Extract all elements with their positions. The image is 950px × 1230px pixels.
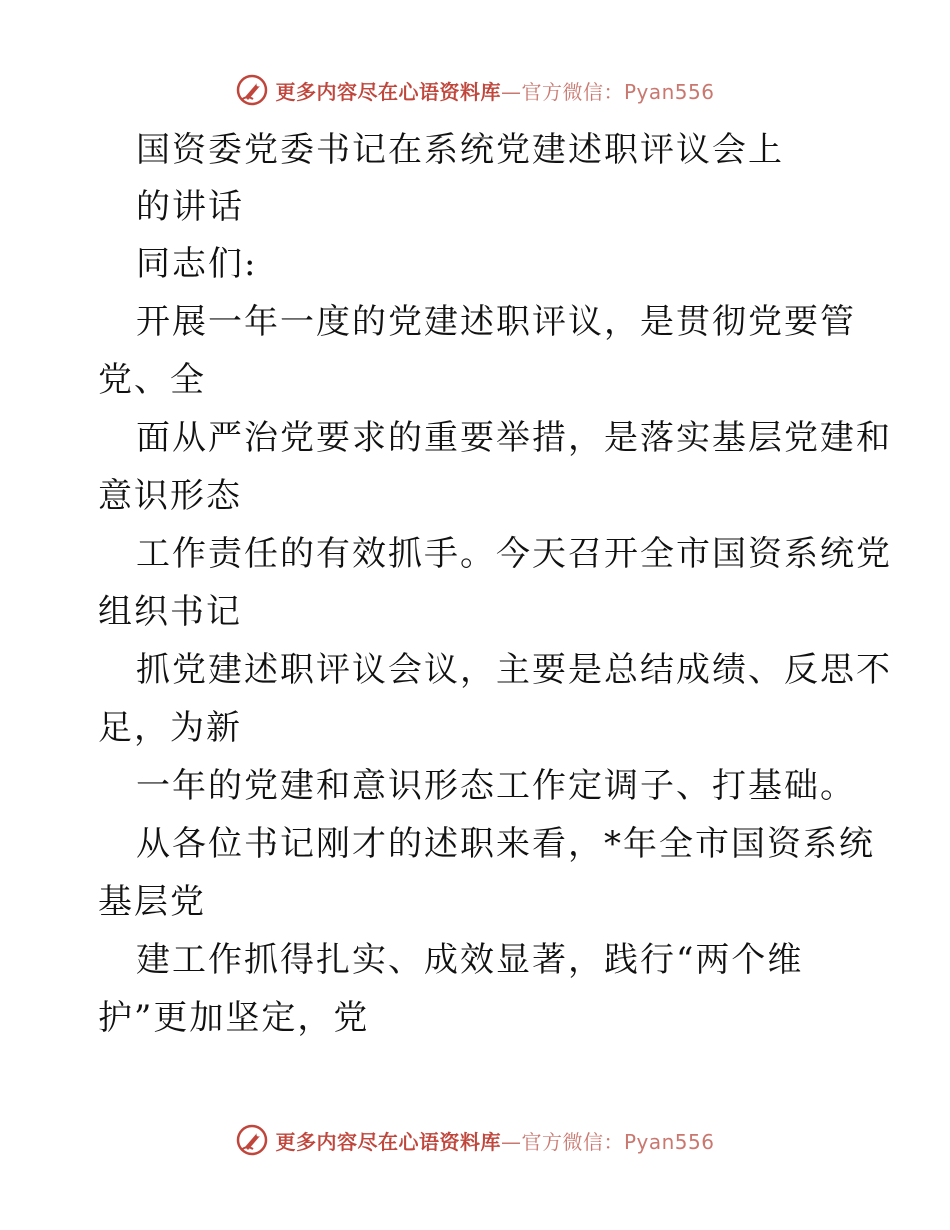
doc-paragraph-line: 护”更加坚定，党 xyxy=(98,998,370,1038)
watermark-prefix: 更多内容尽在心语资料库 xyxy=(275,79,501,104)
doc-paragraph-line: 面从严治党要求的重要举措，是落实基层党建和 xyxy=(136,418,892,458)
doc-paragraph-line: 开展一年一度的党建述职评议，是贯彻党要管 xyxy=(136,302,856,342)
doc-paragraph-line: 工作责任的有效抓手。今天召开全市国资系统党 xyxy=(136,534,892,574)
doc-salutation: 同志们: xyxy=(136,244,258,284)
doc-title-line-2: 的讲话 xyxy=(136,187,244,227)
pen-nib-seal-icon xyxy=(235,1123,269,1157)
pen-nib-seal-icon xyxy=(235,73,269,107)
footer-watermark xyxy=(0,1120,950,1160)
watermark-suffix: —官方微信：Pyan556 xyxy=(500,1129,715,1154)
doc-title-line-1: 国资委党委书记在系统党建述职评议会上 xyxy=(136,130,784,170)
doc-paragraph-line: 一年的党建和意识形态工作定调子、打基础。 xyxy=(136,766,856,806)
doc-paragraph-line: 抓党建述职评议会议，主要是总结成绩、反思不 xyxy=(136,650,892,690)
doc-paragraph-line: 建工作抓得扎实、成效显著，践行“两个维 xyxy=(136,940,804,980)
watermark-prefix: 更多内容尽在心语资料库 xyxy=(275,1129,501,1154)
doc-paragraph-line: 组织书记 xyxy=(98,592,242,632)
doc-paragraph-line: 党、全 xyxy=(98,360,206,400)
doc-paragraph-line: 基层党 xyxy=(98,882,206,922)
doc-paragraph-line: 从各位书记刚才的述职来看，*年全市国资系统 xyxy=(136,824,875,864)
header-watermark xyxy=(0,70,950,110)
watermark-text xyxy=(275,76,714,105)
doc-paragraph-line: 足，为新 xyxy=(98,708,242,748)
watermark-text xyxy=(275,1126,714,1155)
watermark-suffix: —官方微信：Pyan556 xyxy=(500,79,715,104)
doc-paragraph-line: 意识形态 xyxy=(98,476,242,516)
